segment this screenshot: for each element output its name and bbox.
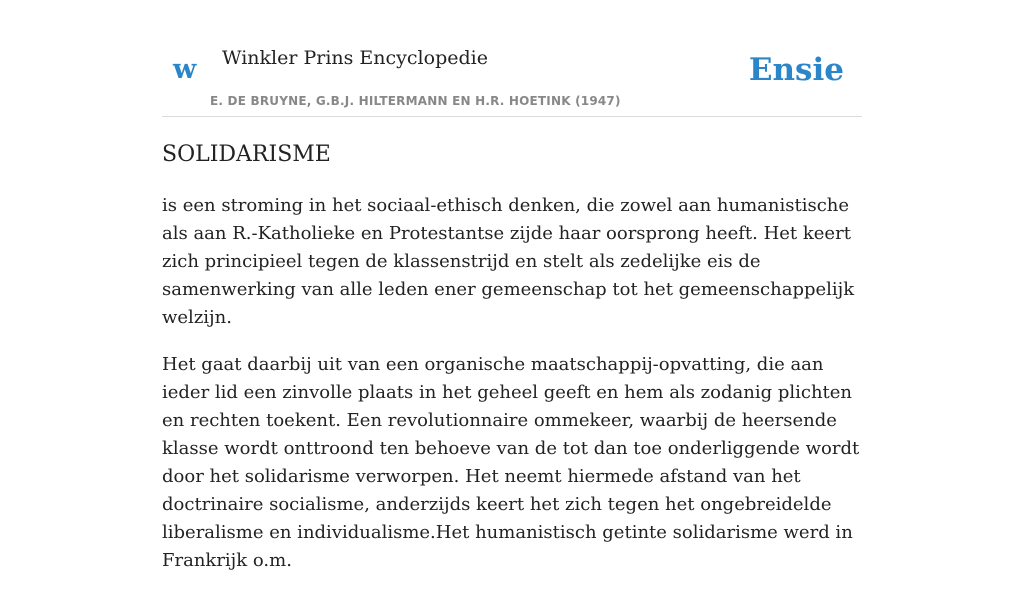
entry-body	[162, 192, 864, 594]
publication-authors: E. DE BRUYNE, G.B.J. HILTERMANN EN H.R. HOETINK (1947)	[210, 94, 621, 108]
article-page	[162, 0, 862, 571]
publication-title[interactable]: Winkler Prins Encyclopedie	[222, 47, 488, 69]
entry-title: SOLIDARISME	[162, 142, 331, 167]
source-header	[162, 0, 862, 117]
body-paragraph: Het gaat daarbij uit van een organische maatschappij-opvatting, die aan ieder lid een zinvolle plaats in het geheel geeft en hem als zodanig plichten en rechten toekent. Een revolutionnaire ommekeer, waarbij de heersende klasse wordt onttroond ten behoeve van de tot dan toe onderliggende wordt door het solidarisme verworpen. Het neemt hiermede afstand van het doctrinaire socialisme, anderzijds keert het zich tegen het ongebreidelde liberalisme en individualisme.Het humanistisch getinte solidarisme werd in Frankrijk o.m.	[162, 354, 860, 571]
brand-logo-link[interactable]: Ensie	[748, 52, 844, 88]
publication-logo[interactable]: w	[173, 54, 197, 85]
body-paragraph: is een stroming in het sociaal-ethisch denken, die zowel aan humanistische als aan R.-Katholieke en Protestantse zijde haar oorsprong heeft. Het keert zich principieel tegen de klassenstrijd en stelt als zedelijke eis de samenwerking van alle leden ener gemeenschap tot het gemeenschappelijk welzijn.	[162, 195, 855, 328]
